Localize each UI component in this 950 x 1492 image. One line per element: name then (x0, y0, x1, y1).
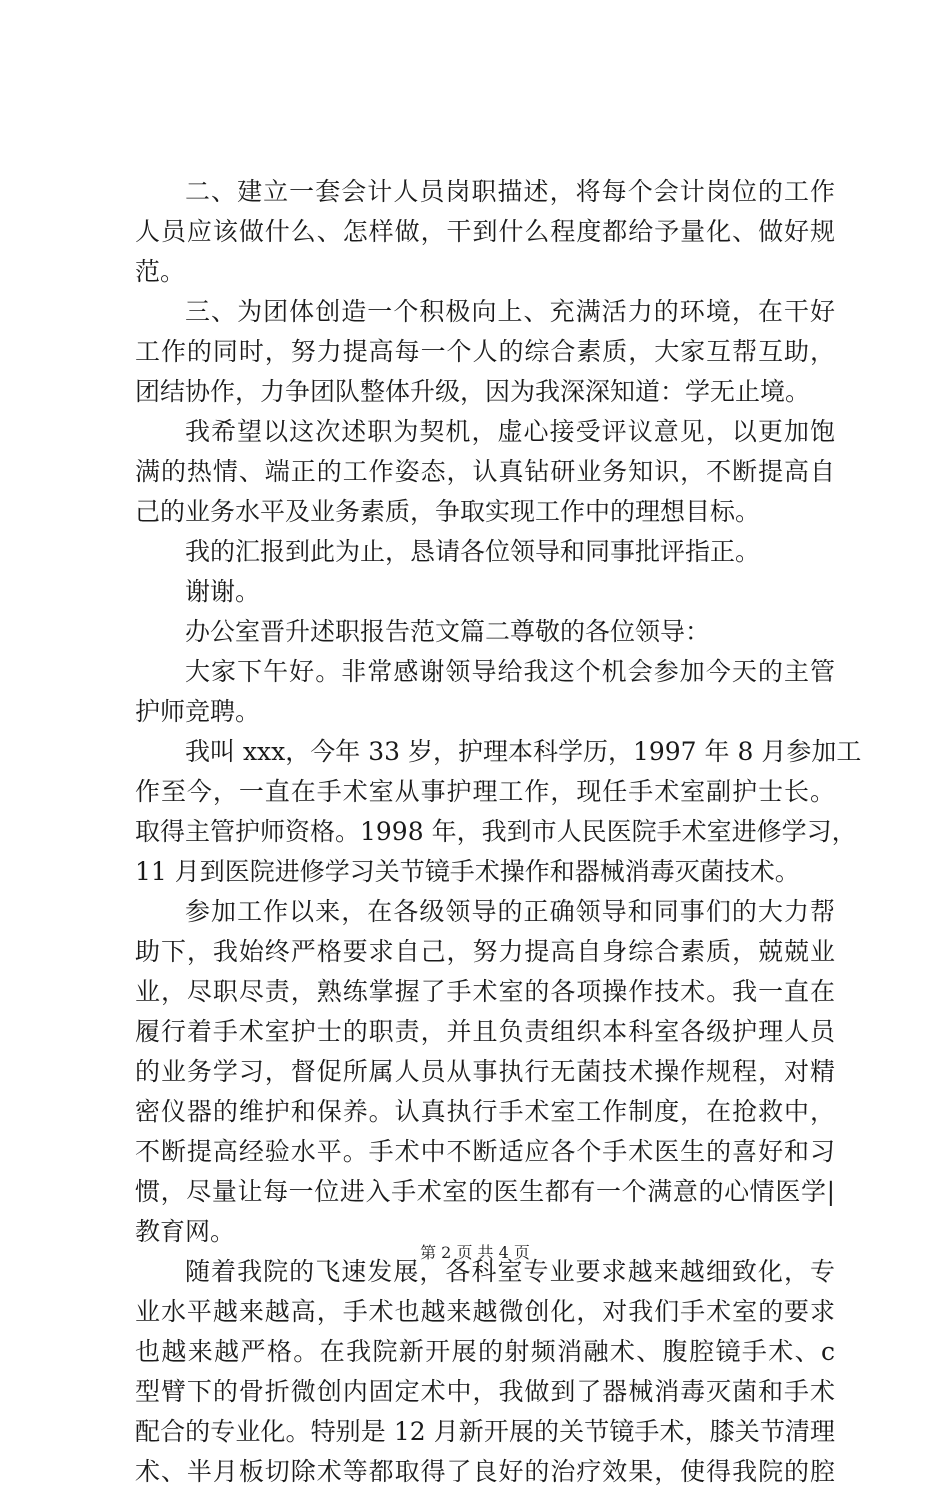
text-line: 大家下午好。非常感谢领导给我这个机会参加今天的主管 (185, 657, 835, 686)
document-body (135, 172, 862, 1492)
text-line: 满的热情、端正的工作姿态，认真钻研业务知识，不断提高自 (135, 457, 835, 486)
text-line: 我希望以这次述职为契机，虚心接受评议意见，以更加饱 (185, 417, 835, 446)
text-line: 己的业务水平及业务素质，争取实现工作中的理想目标。 (135, 497, 761, 526)
text-line: 业水平越来越高，手术也越来越微创化，对我们手术室的要求 (135, 1297, 835, 1326)
text-line: 工作的同时，努力提高每一个人的综合素质，大家互帮互助， (135, 337, 835, 366)
text-line: 也越来越严格。在我院新开展的射频消融术、腹腔镜手术、c (135, 1337, 835, 1366)
text-line: 二、建立一套会计人员岗职描述，将每个会计岗位的工作 (185, 177, 835, 206)
text-line: 不断提高经验水平。手术中不断适应各个手术医生的喜好和习 (135, 1137, 835, 1166)
text-line: 我叫 xxx，今年 33 岁，护理本科学历，1997 年 8 月参加工 (185, 737, 862, 766)
text-line: 的业务学习，督促所属人员从事执行无菌技术操作规程，对精 (135, 1057, 835, 1086)
text-line: 参加工作以来，在各级领导的正确领导和同事们的大力帮 (185, 897, 835, 926)
text-line: 密仪器的维护和保养。认真执行手术室工作制度，在抢救中， (135, 1097, 835, 1126)
text-line: 配合的专业化。特别是 12 月新开展的关节镜手术，膝关节清理 (135, 1417, 835, 1446)
text-line: 履行着手术室护士的职责，并且负责组织本科室各级护理人员 (135, 1017, 835, 1046)
text-line: 型臂下的骨折微创内固定术中，我做到了器械消毒灭菌和手术 (135, 1377, 835, 1406)
text-line: 业，尽职尽责，熟练掌握了手术室的各项操作技术。我一直在 (135, 977, 835, 1006)
text-line: 助下，我始终严格要求自己，努力提高自身综合素质，兢兢业 (135, 937, 835, 966)
text-line: 术、半月板切除术等都取得了良好的治疗效果，使得我院的腔 (135, 1457, 835, 1486)
text-line: 随着我院的飞速发展，各科室专业要求越来越细致化，专 (185, 1257, 835, 1286)
page-footer: 第 2 页 共 4 页 (420, 1243, 530, 1262)
text-line: 教育网。 (135, 1217, 236, 1246)
text-line: 取得主管护师资格。1998 年，我到市人民医院手术室进修学习， (135, 817, 857, 846)
text-line: 护师竞聘。 (135, 697, 261, 726)
text-line: 作至今，一直在手术室从事护理工作，现任手术室副护士长。 (135, 777, 835, 806)
text-line: 惯，尽量让每一位进入手术室的医生都有一个满意的心情医学| (135, 1177, 835, 1206)
text-line: 谢谢。 (185, 577, 261, 606)
text-line: 办公室晋升述职报告范文篇二尊敬的各位领导： (185, 617, 711, 646)
text-line: 11 月到医院进修学习关节镜手术操作和器械消毒灭菌技术。 (135, 857, 800, 886)
text-line: 团结协作，力争团队整体升级，因为我深深知道：学无止境。 (135, 377, 811, 406)
text-line: 三、为团体创造一个积极向上、充满活力的环境，在干好 (185, 297, 835, 326)
text-line: 范。 (135, 257, 186, 286)
text-line: 我的汇报到此为止，恳请各位领导和同事批评指正。 (185, 537, 761, 566)
text-line: 人员应该做什么、怎样做，干到什么程度都给予量化、做好规 (135, 217, 835, 246)
